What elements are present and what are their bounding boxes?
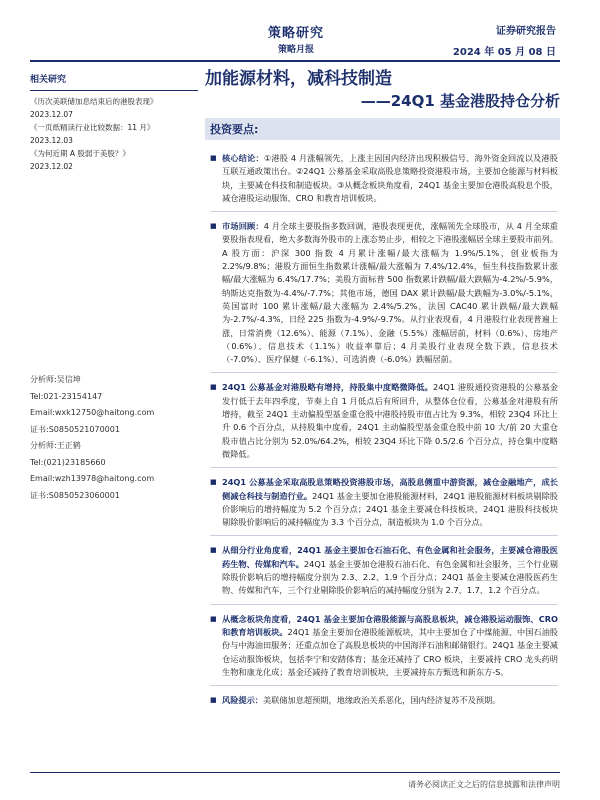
bullet-item [210, 694, 558, 707]
bullet-item [210, 220, 558, 366]
analyst-email[interactable]: Email:wzh13978@haitong.com [30, 474, 155, 483]
analyst-tel: Tel:(021)23185660 [30, 457, 106, 467]
related-title[interactable]: 《为何近期 A 股弱于美股？》 [30, 149, 130, 158]
analyst-info [30, 372, 198, 504]
sidebar [30, 74, 198, 173]
bullet-text: 24Q1 港股通投资港股的公募基金发行低于去年四季度，节奏上自 1 月低点后有所回升，从整体仓位看，公募基金对港股有所增持，截至 24Q1 主动偏股型基金重仓股中港股持股市值占比为 9.3%，相较 23Q4 环比上升 0.6 个百分点，从持股集中度看，24Q1 主动偏股型基金重仓股中前 10 大/前 20 大重仓股市值占比分别为 52.0%/64.2%，相较 23Q4 环比下降 0.5/2.6 个百分点，持仓集中度略微降低。 [222, 382, 558, 459]
related-item[interactable] [30, 95, 198, 121]
highlights-list [210, 152, 558, 717]
related-date: 2023.12.02 [30, 162, 73, 171]
highlights-label: 投资要点: [210, 123, 259, 136]
bullet-lead: 从概念板块角度看，24Q1 基金主要加仓港股能源与高股息板块，减仓港股运动服饰、CRO 和教育培训板块。 [222, 613, 558, 637]
bullet-item [210, 613, 558, 679]
analyst-email[interactable]: Email:wxk12750@haitong.com [30, 408, 155, 417]
header-divider [30, 60, 560, 62]
bullet-divider [210, 372, 558, 373]
related-title[interactable]: 《历次美联储加息结束后的港股表现》 [30, 97, 158, 106]
report-title: 加能源材料，减科技制造 [205, 69, 392, 89]
report-type: 证券研究报告 [496, 26, 556, 37]
bullet-text: 美联储加息超预期，地缘政治关系恶化，国内经济复苏不及预期。 [262, 695, 501, 706]
report-subcategory: 策略月报 [278, 45, 315, 55]
bullet-divider [210, 467, 558, 468]
related-item[interactable] [30, 147, 198, 173]
footer-divider [30, 772, 560, 773]
related-research-heading: 相关研究 [30, 75, 67, 85]
bullet-lead: 24Q1 公募基金对港股略有增持，持股集中度略微降低。 [222, 382, 433, 393]
bullet-text: 24Q1 基金主要加仓港股石油石化、有色金属和社会服务，三个行业剔除股价影响后的增持幅度分别为 2.3、2.2、1.9 个百分点；24Q1 基金主要减仓港股医药生物、传媒和汽车，三个行业剔除股价影响后的减持幅度分别为 2.7、1.7、1.2 个百分点。 [222, 558, 558, 596]
report-subtitle: ——24Q1 基金港股持仓分析 [360, 92, 560, 110]
sidebar-divider [30, 90, 198, 91]
bullet-lead: 从细分行业角度看，24Q1 基金主要加仓石油石化、有色金属和社会服务，主要减仓港股医药生物、传媒和汽车。 [222, 545, 558, 569]
bullet-lead: 市场回顾： [222, 221, 264, 232]
analyst-tel: Tel:021-23154147 [30, 391, 103, 401]
bullet-text: 24Q1 基金主要加仓港股能源材料，24Q1 港股能源材料板块剔除股价影响后的增持幅度为 5.2 个百分点；24Q1 基金主要减仓科技板块，24Q1 港股科技板块剔除股价影响后的减持幅度为 3.3 个百分点，制造板块为 1.0 个百分点。 [222, 490, 558, 528]
bullet-divider [210, 685, 558, 686]
bullet-text: 24Q1 基金主要加仓港股能源板块，其中主要加仓了中煤能源、中国石油股份与中海油田服务；还重点加仓了高股息板块的中国海洋石油和邮储银行。24Q1 基金主要减仓运动服饰板块，包括李宁和安踏体育；基金还减持了 CRO 板块，主要减持 CRO 龙头药明生物和康龙化成；基金还减持了教育培训板块，主要减持东方甄选和新东方-S。 [222, 626, 558, 677]
analyst-cert: 证书:S0850523060001 [30, 490, 120, 500]
bullet-text: ①港股 4 月涨幅领先，上涨主因国内经济出现积极信号、海外资金回流以及港股互联互通政策出台。②24Q1 公募基金采取高股息策略投资港股市场，主要加仓能源与材料板块，主要减仓科技和制造板块。③从概念板块角度看，24Q1 基金主要加仓港股高股息个股，减仓港股运动服饰、CRO 和教育培训板块。 [222, 153, 558, 203]
analyst-cert: 证书:S0850521070001 [30, 424, 120, 434]
report-date: 2024 年 05 月 08 日 [452, 47, 556, 58]
bullet-divider [210, 211, 558, 212]
bullet-lead: 核心结论： [222, 153, 264, 163]
bullet-item [210, 476, 558, 529]
analyst-name: 分析师:王正鹤 [30, 441, 81, 450]
bullet-divider [210, 535, 558, 536]
related-title[interactable]: 《一页纸精读行业比较数据：11 月》 [30, 123, 155, 132]
bullet-lead: 风险提示： [222, 695, 263, 706]
bullet-lead: 24Q1 公募基金采取高股息策略投资港股市场，高股息侧重中游资源，减仓金融地产，成长侧减仓科技与制造行业。 [222, 477, 558, 501]
bullet-text: 4 月全球主要股指多数回调，港股表现更优，涨幅领先全球股市，从 4 月全球重要股指表现看，绝大多数海外股市的上涨态势止步，相较之下港股涨幅居全球主要股市前列。A 股方面：沪深 300 指数 4 月累计涨幅/最大涨幅为 1.9%/5.1%，创业板指为 2.2%/9.8%；港股方面恒生指数累计涨幅/最大涨幅为 7.4%/12.4%，恒生科技指数累计涨幅/最大涨幅为 6.4%/17.7%；美股方面标普 500 指数累计跌幅/最大跌幅为-4.2%/-5.9%，纳斯达克指数为-4.4%/-7.7%；其他市场，德国 DAX 累计跌幅/最大跌幅为-3.0%/-5.1%，英国富时 100 累计涨幅/最大涨幅为 2.4%/5.2%，法国 CAC40 累计跌幅/最大跌幅为-2.7%/-4.3%，日经 225 指数为-4.9%/-9.7%。从行业表现看，4 月港股行业表现普遍上涨，日常消费（12.6%）、能源（7.1%）、金融（5.5%）涨幅居前，材料（0.6%）、房地产（0.6%）、信息技术（1.1%）收益率靠后；4 月美股行业表现全数下跌，信息技术（-7.0%）、医疗保健（-6.1%）、可选消费（-6.0%）跌幅居前。 [222, 221, 558, 365]
related-item[interactable] [30, 121, 198, 147]
bullet-item [210, 381, 558, 461]
bullet-divider [210, 604, 558, 605]
report-category: 策略研究 [268, 26, 325, 41]
bullet-item [210, 544, 558, 597]
related-date: 2023.12.03 [30, 136, 73, 145]
analyst-name: 分析师:吴信坤 [30, 375, 81, 384]
bullet-item [210, 152, 558, 205]
disclaimer-footer: 请务必阅读正文之后的信息披露和法律声明 [408, 780, 560, 789]
related-date: 2023.12.07 [30, 110, 73, 119]
